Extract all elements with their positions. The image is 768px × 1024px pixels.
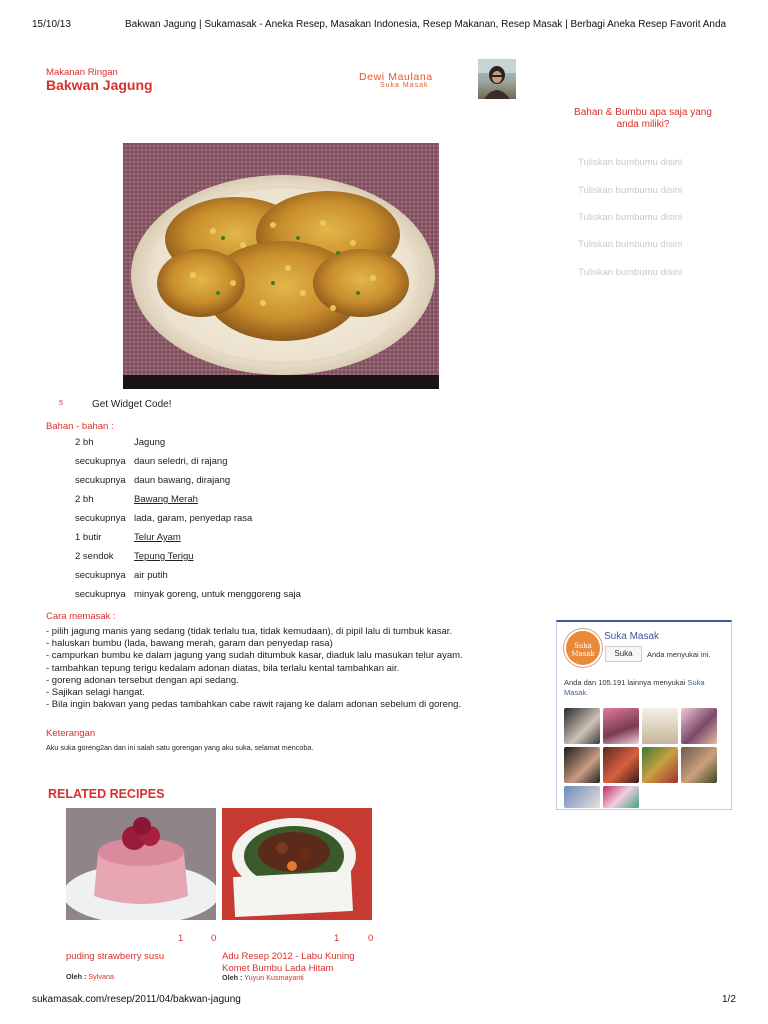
- ingredient-row: [75, 570, 168, 581]
- fb-fans-count: [564, 678, 726, 698]
- ingredient-qty: 2 sendok: [75, 551, 114, 562]
- related-title-line: Komet Bumbu Lada Hitam: [222, 962, 334, 974]
- fan-avatar[interactable]: [603, 786, 639, 808]
- related-thumb-labu[interactable]: [222, 808, 372, 920]
- method-step: - campurkan bumbu ke dalam jagung yang sudah ditumbuk kasar, diaduk lalu masukan telur ayam.: [46, 650, 463, 662]
- author-subtitle: Suka Masak: [380, 82, 429, 89]
- logo-text: Suka Masak: [571, 642, 595, 658]
- ingredient-qty: secukupnya: [75, 513, 126, 524]
- method-step: - Sajikan selagi hangat.: [46, 687, 145, 699]
- related-by-label: Oleh :: [66, 972, 87, 981]
- author-name[interactable]: Dewi Maulana: [359, 71, 433, 83]
- related-thumb-puding[interactable]: [66, 808, 216, 920]
- ingredient-row: [75, 456, 227, 467]
- bumbu-input[interactable]: Tuliskan bumbumu disini: [578, 239, 683, 250]
- ingredient-row: [75, 494, 198, 505]
- ingredient-name: daun seledri, di rajang: [134, 456, 228, 467]
- fb-fans-suffix: .: [586, 688, 589, 697]
- recipe-title: Bakwan Jagung: [46, 77, 153, 93]
- method-step: - tambahkan tepung terigu kedalam adonan diatas, bila terlalu kental tambahkan air.: [46, 662, 400, 674]
- ingredient-link[interactable]: Telur Ayam: [134, 532, 181, 543]
- bumbu-input[interactable]: Tuliskan bumbumu disini: [578, 185, 683, 196]
- puding-photo-icon: [66, 808, 216, 920]
- ingredient-name: Jagung: [134, 437, 166, 448]
- ingredients-prompt: [560, 107, 726, 131]
- method-step: - Bila ingin bakwan yang pedas tambahkan cabe rawit rajang ke dalam adonan sebelum di goreng.: [46, 699, 462, 711]
- print-url: sukamasak.com/resep/2011/04/bakwan-jagung: [32, 994, 241, 1005]
- bumbu-input[interactable]: Tuliskan bumbumu disini: [578, 157, 683, 168]
- author-avatar[interactable]: [478, 59, 516, 99]
- recipe-category[interactable]: Makanan Ringan: [46, 67, 118, 78]
- related-author-puding: [66, 972, 114, 981]
- ingredient-qty: secukupnya: [75, 570, 126, 581]
- ingredient-qty: secukupnya: [75, 589, 126, 600]
- related-author-labu: [222, 973, 304, 982]
- related-comments: 0: [211, 933, 217, 944]
- ingredient-name: lada, garam, penyedap rasa: [134, 513, 253, 524]
- ingredients-prompt-line1: Bahan & Bumbu apa saja yang: [574, 107, 712, 118]
- method-step: - goreng adonan tersebut dengan api sedang.: [46, 674, 239, 686]
- related-author-name[interactable]: Yuyun Kusmayanti: [244, 973, 304, 982]
- ingredient-qty: 2 bh: [75, 494, 94, 505]
- author-photo-icon: [478, 59, 516, 99]
- bumbu-input[interactable]: Tuliskan bumbumu disini: [578, 212, 683, 223]
- get-widget-link[interactable]: Get Widget Code!: [92, 399, 172, 410]
- ingredient-row: [75, 475, 230, 486]
- ingredient-row: [75, 532, 181, 543]
- fan-avatar[interactable]: [603, 747, 639, 783]
- fan-avatar[interactable]: [681, 747, 717, 783]
- related-by-label: Oleh :: [222, 973, 243, 982]
- fan-avatar[interactable]: [681, 708, 717, 744]
- notes-text: Aku suka goreng2an dan ini salah satu gorengan yang aku suka, selamat mencoba.: [46, 743, 314, 752]
- ingredient-row: [75, 589, 301, 600]
- bumbu-input[interactable]: Tuliskan bumbumu disini: [578, 267, 683, 278]
- method-step: - pilih jagung manis yang sedang (tidak terlalu tua, tidak kemudaan), di pipil lalu di tumbuk kasar.: [46, 626, 453, 637]
- fan-avatar[interactable]: [603, 708, 639, 744]
- facebook-like-box: [556, 620, 732, 810]
- related-comments: 0: [368, 933, 374, 944]
- ingredients-prompt-line2: anda miliki?: [616, 119, 670, 130]
- related-likes: 1: [334, 933, 340, 944]
- ingredient-link[interactable]: Tepung Terigu: [134, 551, 194, 562]
- fan-avatar[interactable]: [564, 786, 600, 808]
- method-step: - haluskan bumbu (lada, bawang merah, garam dan penyedap rasa): [46, 638, 333, 650]
- related-author-name[interactable]: Sylvana: [88, 972, 114, 981]
- ingredient-row: [75, 551, 194, 562]
- method-heading: Cara memasak :: [46, 611, 116, 622]
- related-title-line: Adu Resep 2012 - Labu Kuning: [222, 951, 355, 962]
- fan-avatar[interactable]: [564, 708, 600, 744]
- related-title-labu[interactable]: [222, 951, 355, 974]
- method-steps: [46, 626, 463, 711]
- ingredient-row: [75, 513, 252, 524]
- ingredient-row: [75, 437, 165, 448]
- widget-count: 5: [59, 400, 63, 407]
- related-heading: RELATED RECIPES: [48, 787, 165, 801]
- print-date: 15/10/13: [32, 19, 71, 30]
- bakwan-photo-icon: [123, 143, 439, 389]
- notes-heading: Keterangan: [46, 728, 96, 739]
- suka-masak-logo-icon[interactable]: [564, 629, 602, 667]
- recipe-photo: [123, 143, 439, 389]
- labu-photo-icon: [222, 808, 372, 920]
- ingredient-qty: secukupnya: [75, 456, 126, 467]
- fan-avatar[interactable]: [564, 747, 600, 783]
- fb-page-name[interactable]: Suka Masak: [604, 631, 660, 642]
- fan-avatar[interactable]: [642, 747, 678, 783]
- related-title-puding[interactable]: puding strawberry susu: [66, 951, 165, 962]
- related-likes: 1: [178, 933, 184, 944]
- fb-fans-link[interactable]: Suka Masak: [564, 678, 705, 697]
- ingredient-name: daun bawang, dirajang: [134, 475, 231, 486]
- ingredient-qty: secukupnya: [75, 475, 126, 486]
- fb-fans-prefix: Anda dan 105.191 lainnya menyukai: [564, 678, 688, 687]
- ingredients-heading: Bahan - bahan :: [46, 421, 114, 432]
- print-title: Bakwan Jagung | Sukamasak - Aneka Resep, Masakan Indonesia, Resep Makanan, Resep Masak | Berbagi Aneka Resep Favorit Anda: [125, 19, 727, 30]
- print-page-number: 1/2: [722, 994, 736, 1005]
- ingredient-qty: 2 bh: [75, 437, 94, 448]
- ingredient-name: air putih: [134, 570, 168, 581]
- ingredient-name: minyak goreng, untuk menggoreng saja: [134, 589, 301, 600]
- fb-like-button[interactable]: Suka: [605, 646, 642, 662]
- fan-avatar[interactable]: [642, 708, 678, 744]
- ingredient-link[interactable]: Bawang Merah: [134, 494, 198, 505]
- ingredient-qty: 1 butir: [75, 532, 102, 543]
- fb-like-prompt: Anda menyukai ini.: [647, 650, 711, 659]
